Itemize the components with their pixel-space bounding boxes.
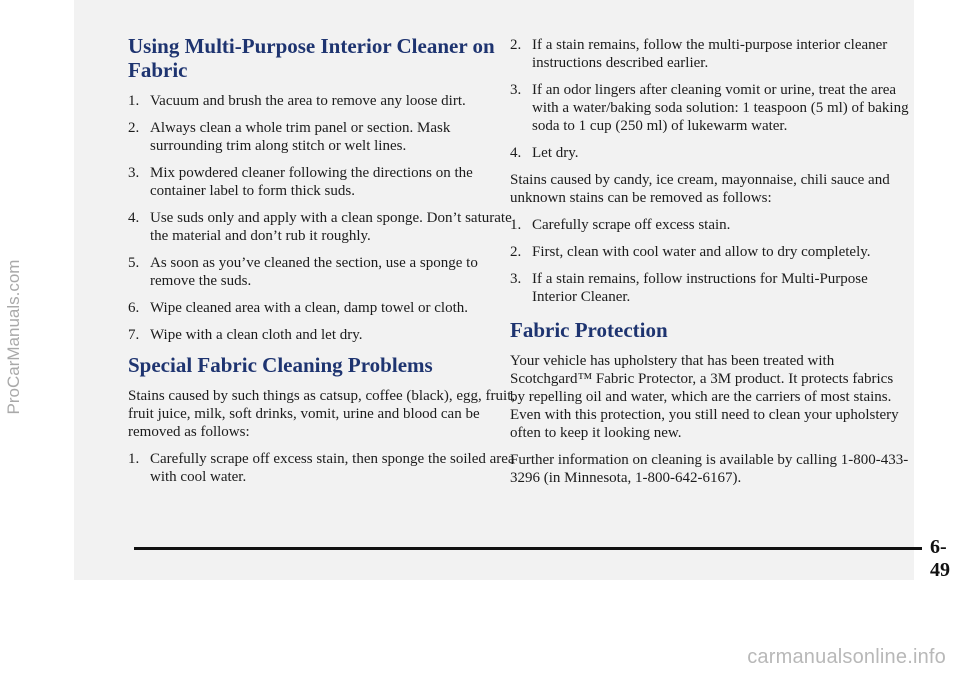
- list-item: 7. Wipe with a clean cloth and let dry.: [128, 327, 363, 343]
- footer-rule: [134, 547, 922, 550]
- stain-steps-continued-list: [510, 36, 910, 162]
- list-item: 4. Let dry.: [510, 145, 579, 161]
- list-item: 1. Carefully scrape off excess stain, then sponge the soiled area with cool water.: [128, 451, 515, 485]
- list-item: 4. Use suds only and apply with a clean sponge. Don’t saturate the material and don’t rub it roughly.: [128, 210, 512, 244]
- stain-steps-list: [128, 450, 520, 486]
- list-item: 3. If a stain remains, follow instructions for Multi-Purpose Interior Cleaner.: [510, 271, 868, 305]
- side-watermark: ProCarManuals.com: [4, 259, 23, 415]
- list-item: 2. First, clean with cool water and allow to dry completely.: [510, 244, 871, 260]
- list-item: 2. If a stain remains, follow the multi-purpose interior cleaner instructions described earlier.: [510, 37, 888, 71]
- list-item: 1. Carefully scrape off excess stain.: [510, 217, 731, 233]
- left-column: [128, 34, 520, 495]
- bottom-watermark: carmanualsonline.info: [747, 646, 946, 668]
- heading-special-problems: Special Fabric Cleaning Problems: [128, 353, 433, 377]
- page-number: 6-49: [930, 536, 950, 581]
- manual-page: [74, 0, 950, 581]
- paragraph-stain-types: Stains caused by such things as catsup, coffee (black), egg, fruit, fruit juice, milk, soft drinks, vomit, urine and blood can be removed as follows:: [128, 388, 516, 440]
- list-item: 3. If an odor lingers after cleaning vomit or urine, treat the area with a water/baking soda solution: 1 teaspoon (5 ml) of baking soda to 1 cup (250 ml) of lukewarm water.: [510, 82, 909, 134]
- list-item: 5. As soon as you’ve cleaned the section, use a sponge to remove the suds.: [128, 255, 478, 289]
- list-item: 2. Always clean a whole trim panel or section. Mask surrounding trim along stitch or welt lines.: [128, 120, 451, 154]
- paragraph-phone-info: Further information on cleaning is available by calling 1-800-433-3296 (in Minnesota, 1-800-642-6167).: [510, 452, 909, 486]
- paragraph-scotchgard: Your vehicle has upholstery that has been treated with Scotchgard™ Fabric Protector, a 3M product. It protects fabrics by repelling oil and water, which are the carriers of most stains. Even with this protection, you still need to clean your upholstery often to keep it looking new.: [510, 353, 899, 441]
- right-column: [510, 36, 910, 496]
- other-stain-steps-list: [510, 216, 910, 306]
- paragraph-other-stains: Stains caused by candy, ice cream, mayonnaise, chili sauce and unknown stains can be removed as follows:: [510, 172, 890, 206]
- cleaning-steps-list: [128, 92, 520, 344]
- heading-fabric-protection: Fabric Protection: [510, 318, 668, 342]
- list-item: 1. Vacuum and brush the area to remove any loose dirt.: [128, 93, 466, 109]
- list-item: 3. Mix powdered cleaner following the directions on the container label to form thick suds.: [128, 165, 473, 199]
- heading-interior-cleaner: Using Multi-Purpose Interior Cleaner on Fabric: [128, 34, 495, 82]
- list-item: 6. Wipe cleaned area with a clean, damp towel or cloth.: [128, 300, 469, 316]
